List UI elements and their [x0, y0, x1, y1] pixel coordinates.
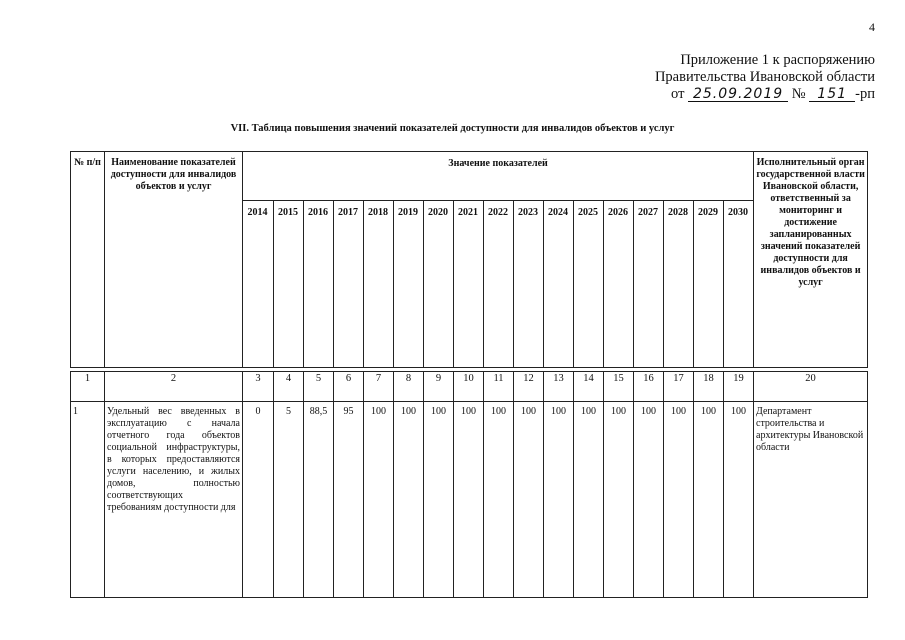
header-name: Наименование показателей доступности для инвалидов объектов и услуг: [105, 152, 243, 368]
header-num: № п/п: [71, 152, 105, 368]
col-number: 17: [664, 372, 694, 402]
col-number: 18: [694, 372, 724, 402]
column-numbers-row: [71, 372, 868, 402]
row-value: 100: [424, 402, 454, 598]
row-value: 100: [574, 402, 604, 598]
year-cell: 2023: [513, 201, 543, 368]
row-value: 100: [514, 402, 544, 598]
row-value: 100: [724, 402, 754, 598]
appendix-line-1: Приложение 1 к распоряжению: [680, 52, 875, 68]
col-number: 3: [243, 372, 274, 402]
year-cell: 2024: [543, 201, 573, 368]
col-number: 14: [574, 372, 604, 402]
handwritten-number: 151: [809, 87, 855, 102]
row-index: 1: [71, 402, 105, 598]
col-number: 19: [724, 372, 754, 402]
year-cell: 2030: [723, 201, 753, 368]
col-number: 9: [424, 372, 454, 402]
row-value: 100: [484, 402, 514, 598]
year-cell: 2019: [393, 201, 423, 368]
appendix-block: [655, 52, 875, 103]
row-value: 100: [394, 402, 424, 598]
number-label: №: [791, 86, 806, 102]
year-cell: 2026: [603, 201, 633, 368]
year-cell: 2014: [242, 201, 273, 368]
row-value: 100: [634, 402, 664, 598]
col-number: 6: [334, 372, 364, 402]
row-value: 100: [604, 402, 634, 598]
body-table: [70, 371, 868, 598]
handwritten-date: 25.09.2019: [688, 87, 788, 102]
row-value: 5: [274, 402, 304, 598]
header-executor: Исполнительный орган государственной власти Ивановской области, ответственный за мониторинг и достижение запланированных значений показателей доступности для инвалидов объектов и услуг: [754, 152, 868, 368]
year-cell: 2018: [363, 201, 393, 368]
number-suffix: -рп: [855, 86, 875, 102]
from-label: от: [671, 86, 685, 102]
col-number: 16: [634, 372, 664, 402]
col-number: 7: [364, 372, 394, 402]
col-number: 13: [544, 372, 574, 402]
row-value: 100: [454, 402, 484, 598]
years-table: [70, 200, 867, 368]
row-indicator-name: Удельный вес введенных в эксплуатацию с начала отчетного года объектов социальной инфраструктуры, в которых предоставляются услуги населению, и жилых домов, полностью соответствующих требованиям доступности для: [105, 402, 243, 598]
col-number: 8: [394, 372, 424, 402]
row-value: 0: [243, 402, 274, 598]
year-cell: 2020: [423, 201, 453, 368]
row-value: 95: [334, 402, 364, 598]
col-number: 20: [754, 372, 868, 402]
col-number: 4: [274, 372, 304, 402]
appendix-line-2: Правительства Ивановской области: [654, 69, 875, 85]
row-executor: Департамент строительства и архитектуры Ивановской области: [754, 402, 868, 598]
year-cell: 2025: [573, 201, 603, 368]
year-cell: 2028: [663, 201, 693, 368]
year-cell: 2021: [453, 201, 483, 368]
year-cell: 2027: [633, 201, 663, 368]
table-row: [71, 402, 868, 598]
row-value: 100: [694, 402, 724, 598]
col-number: 2: [105, 372, 243, 402]
col-number: 5: [304, 372, 334, 402]
col-number: 1: [71, 372, 105, 402]
col-number: 11: [484, 372, 514, 402]
year-cell: 2017: [333, 201, 363, 368]
col-number: 12: [514, 372, 544, 402]
row-value: 100: [364, 402, 394, 598]
header-values: Значение показателей: [243, 152, 754, 368]
row-value: 100: [664, 402, 694, 598]
row-value: 88,5: [304, 402, 334, 598]
year-cell: 2022: [483, 201, 513, 368]
header-years-row: [70, 201, 867, 368]
page-number: 4: [869, 20, 875, 34]
year-cell: 2015: [273, 201, 303, 368]
year-cell: 2016: [303, 201, 333, 368]
col-number: 15: [604, 372, 634, 402]
appendix-line-3: [655, 86, 875, 103]
col-number: 10: [454, 372, 484, 402]
table-title: VII. Таблица повышения значений показателей доступности для инвалидов объектов и услуг: [230, 123, 675, 134]
row-value: 100: [544, 402, 574, 598]
year-cell: 2029: [693, 201, 723, 368]
